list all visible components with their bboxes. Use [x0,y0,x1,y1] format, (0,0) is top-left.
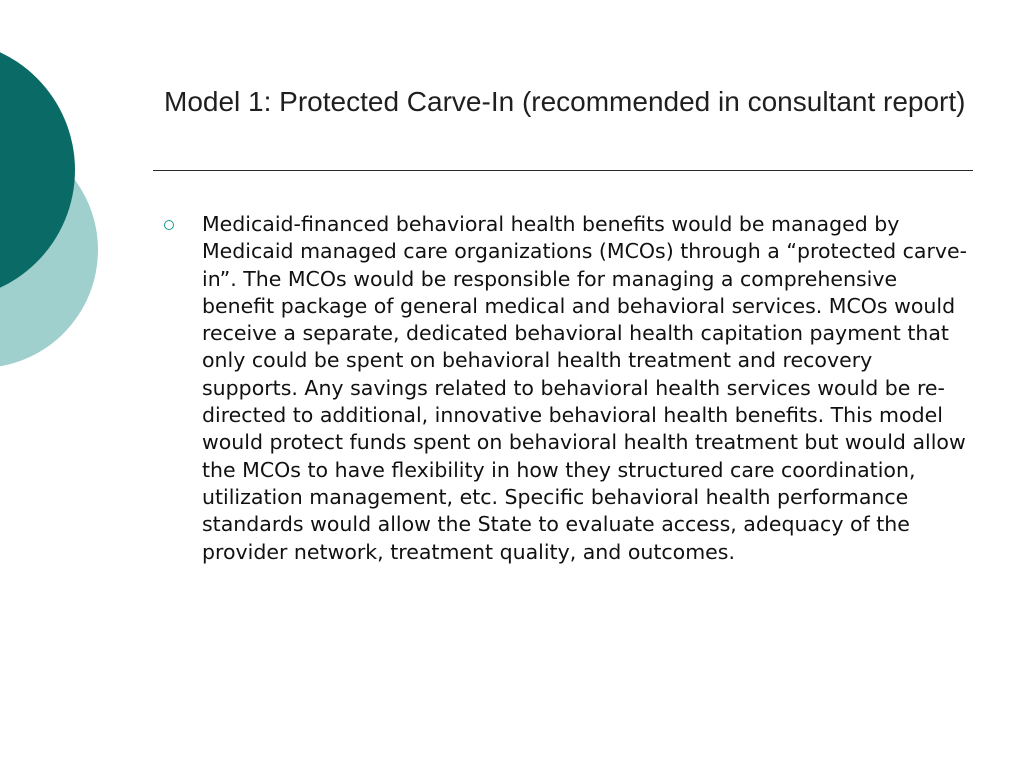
bullet-item [162,211,972,566]
decorative-circles [0,0,120,420]
hollow-circle-bullet-icon [164,220,174,230]
bullet-list [162,211,972,566]
bullet-text: Medicaid-financed behavioral health benefits would be managed by Medicaid managed care organizations (MCOs) through a “protected carve-in”. The MCOs would be responsible for managing a comprehensive benefit package of general medical and behavioral services. MCOs would receive a separate, dedicated behavioral health capitation payment that only could be spent on behavioral health treatment and recovery supports. Any savings related to behavioral health services would be re-directed to additional, innovative behavioral health benefits. This model would protect funds spent on behavioral health treatment but would allow the MCOs to have flexibility in how they structured care coordination, utilization management, etc. Specific behavioral health performance standards would allow the State to evaluate access, adequacy of the provider network, treatment quality, and outcomes. [202,212,968,564]
slide-title: Model 1: Protected Carve-In (recommended in consultant report) [164,86,966,117]
title-divider [153,170,973,171]
